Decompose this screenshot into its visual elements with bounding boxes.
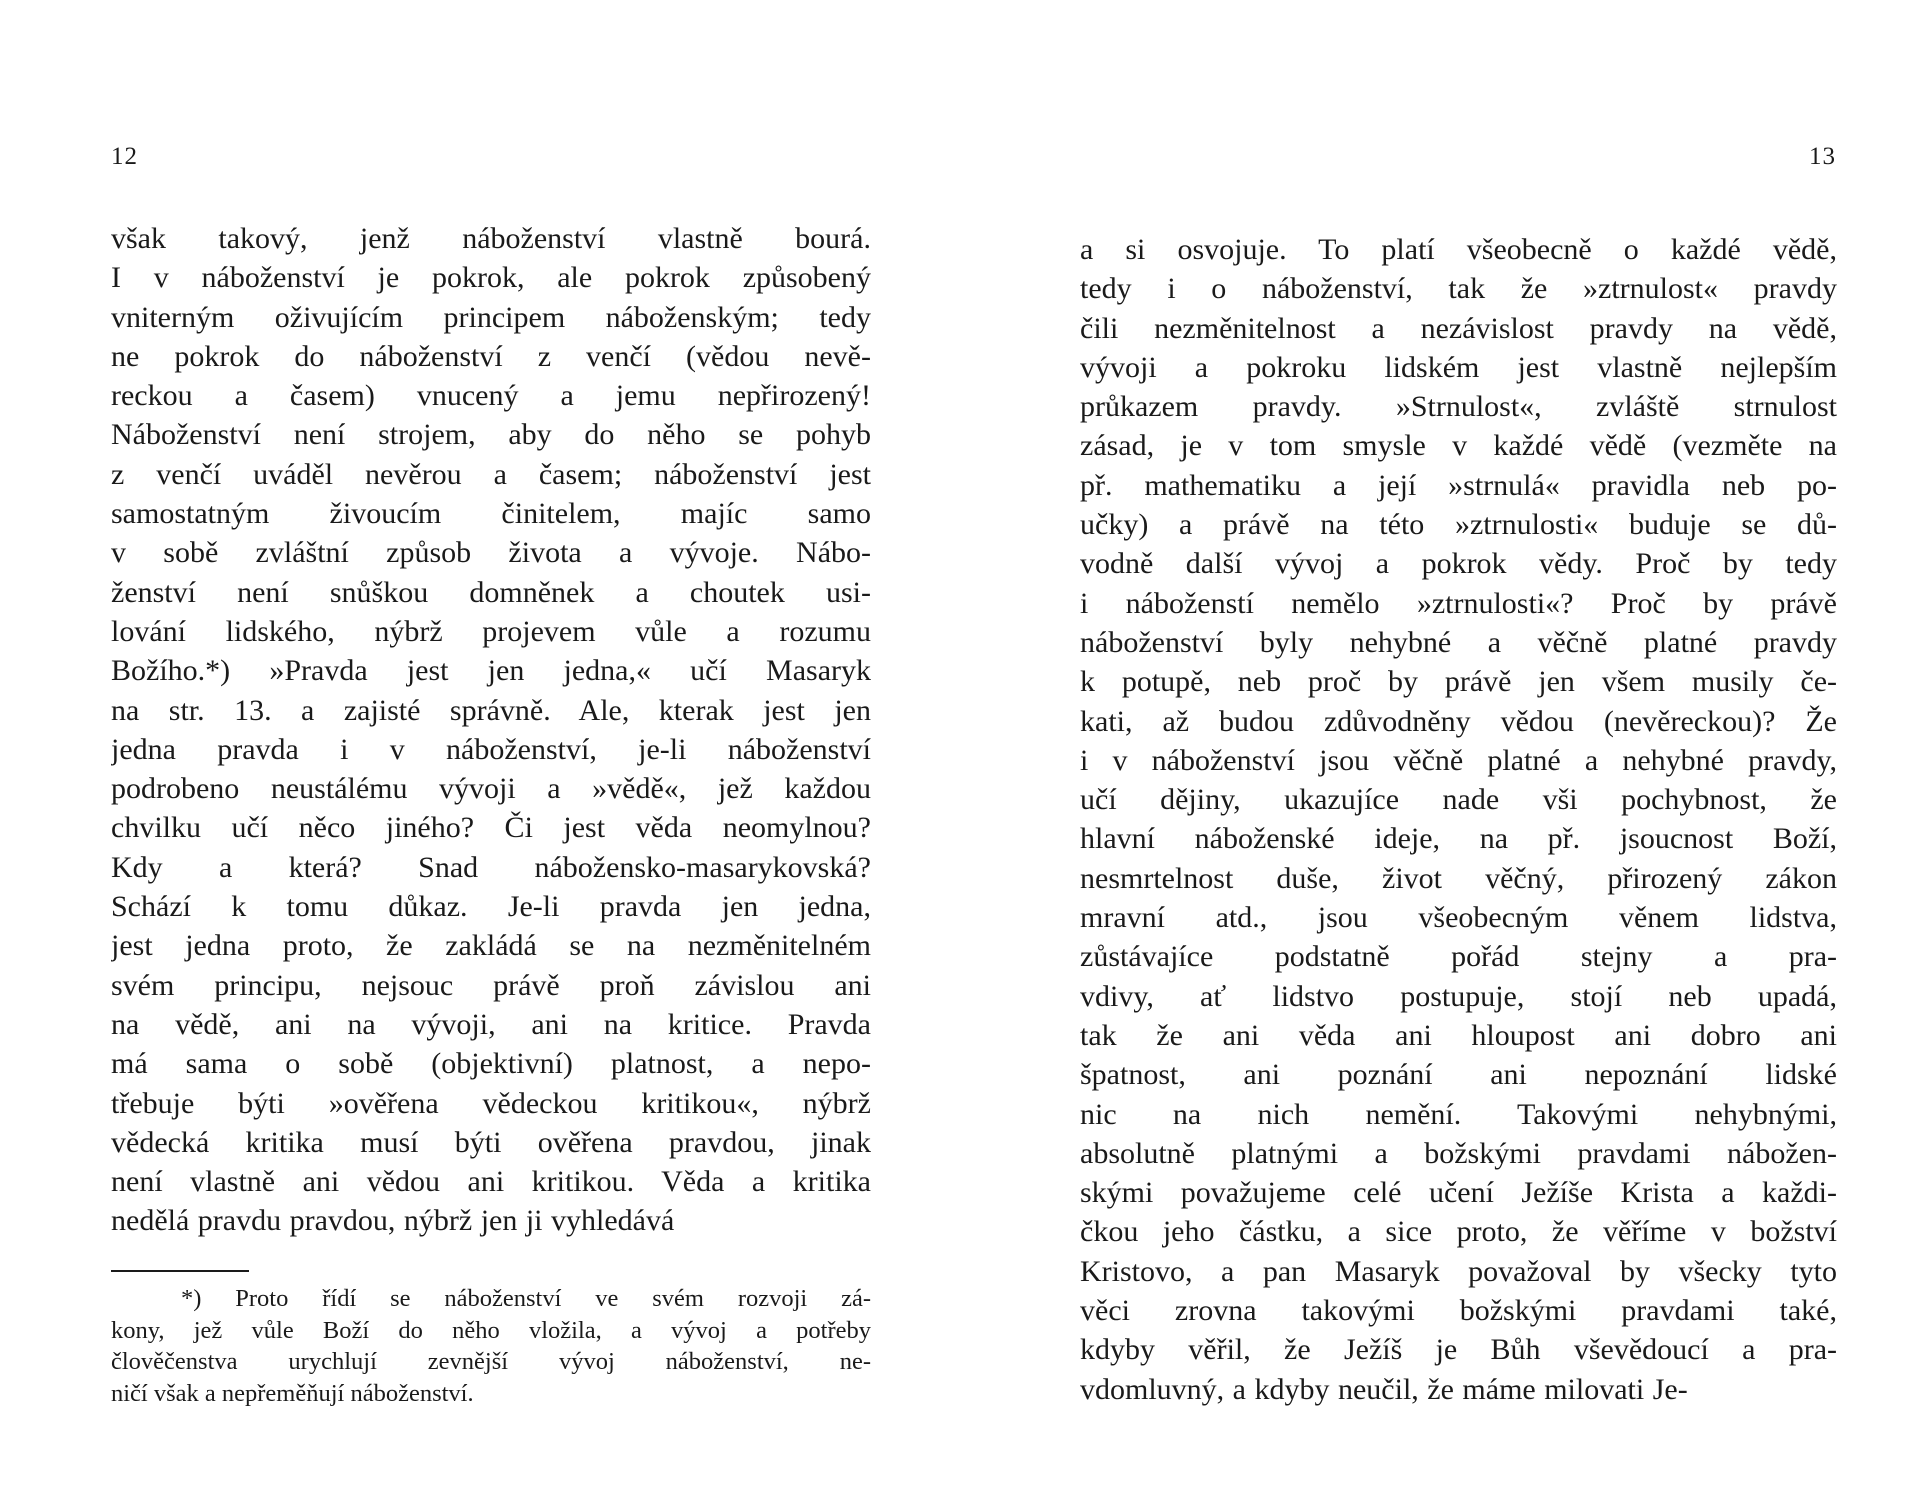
left-page-body (111, 219, 871, 1241)
text-line: absolutně platnými a božskými pravdami nábožen- (1080, 1136, 1837, 1170)
text-line: svém principu, nejsouc právě proň závislou ani (111, 968, 871, 1002)
text-line: vědecká kritika musí býti ověřena pravdou, jinak (111, 1125, 871, 1159)
text-line: čkou jeho částku, a sice proto, že věříme v božství (1080, 1215, 1837, 1249)
text-line: jest jedna proto, že zakládá se na nezměnitelném (111, 929, 871, 963)
text-line: člověčenstva urychlují zevnější vývoj náboženství, ne- (111, 1348, 871, 1375)
text-line: učí dějiny, ukazujíce nade vši pochybnost, že (1080, 783, 1837, 817)
text-line: chvilku učí něco jiného? Či jest věda neomylnou? (111, 811, 871, 845)
text-line: zásad, je v tom smysle v každé vědě (vezměte na (1080, 429, 1837, 463)
text-line: vývoji a pokroku lidském jest vlastně nejlepším (1080, 350, 1837, 384)
text-line: čili nezměnitelnost a nezávislost pravdy na vědě, (1080, 311, 1837, 345)
text-line: nesmrtelnost duše, život věčný, přirozený zákon (1080, 861, 1837, 895)
text-line: tedy i o náboženství, tak že »ztrnulost« pravdy (1080, 272, 1837, 306)
text-line: však takový, jenž náboženství vlastně bourá. (111, 222, 871, 255)
text-line: není vlastně ani vědou ani kritikou. Věda a kritika (111, 1165, 871, 1199)
footnote (111, 1283, 871, 1409)
text-line: samostatným živoucím činitelem, majíc samo (111, 497, 871, 531)
text-line: kati, až budou zdůvodněny vědou (nevěreckou)? Že (1080, 704, 1837, 738)
text-line: na vědě, ani na vývoji, ani na kritice. Pravda (111, 1007, 871, 1041)
text-line: i náboženstí nemělo »ztrnulosti«? Proč by právě (1080, 586, 1837, 620)
text-line: má sama o sobě (objektivní) platnost, a nepo- (111, 1047, 871, 1081)
text-line: Božího.*) »Pravda jest jen jedna,« učí Masaryk (111, 654, 871, 688)
text-line: k potupě, neb proč by právě jen všem musily če- (1080, 665, 1837, 699)
text-line: náboženství byly nehybné a věčně platné pravdy (1080, 625, 1837, 659)
text-line: vniterným oživujícím principem náboženským; tedy (111, 300, 871, 334)
text-line: ničí však a nepřeměňují náboženství. (111, 1379, 474, 1407)
text-line: ne pokrok do náboženství z venčí (vědou nevě- (111, 339, 871, 373)
page-number-left: 12 (111, 143, 138, 170)
text-line: průkazem pravdy. »Strnulost«, zvláště strnulost (1080, 390, 1837, 424)
text-line: *) Proto řídí se náboženství ve svém rozvoji zá- (181, 1285, 871, 1312)
text-line: Kristovo, a pan Masaryk považoval by všecky tyto (1080, 1254, 1837, 1288)
text-line: podrobeno neustálému vývoji a »vědě«, jež každou (111, 772, 871, 806)
right-page (965, 0, 1930, 1500)
text-line: kdyby věřil, že Ježíš je Bůh vševědoucí a pra- (1080, 1333, 1837, 1367)
text-line: Schází k tomu důkaz. Je-li pravda jen jedna, (111, 890, 871, 924)
text-line: reckou a časem) vnucený a jemu nepřirozený! (111, 379, 871, 413)
text-line: třebuje býti »ověřena vědeckou kritikou«, nýbrž (111, 1086, 871, 1120)
text-line: mravní atd., jsou všeobecným věnem lidstva, (1080, 901, 1837, 935)
text-line: na str. 13. a zajisté správně. Ale, kterak jest jen (111, 693, 871, 727)
text-line: tak že ani věda ani hloupost ani dobro ani (1080, 1018, 1837, 1052)
text-line: nic na nich nemění. Takovými nehybnými, (1080, 1097, 1837, 1131)
text-line: z venčí uváděl nevěrou a časem; náboženství jest (111, 457, 871, 491)
text-line: lování lidského, nýbrž projevem vůle a rozumu (111, 614, 871, 648)
footnote-divider (111, 1270, 249, 1272)
text-line: kony, jež vůle Boží do něho vložila, a vývoj a potřeby (111, 1316, 871, 1344)
text-line: věci zrovna takovými božskými pravdami také, (1080, 1294, 1837, 1328)
text-line: vodně další vývoj a pokrok vědy. Proč by tedy (1080, 547, 1837, 581)
text-line: hlavní náboženské ideje, na př. jsoucnost Boží, (1080, 822, 1837, 856)
text-line: nedělá pravdu pravdou, nýbrž jen ji vyhledává (111, 1204, 675, 1238)
text-line: vdivy, ať lidstvo postupuje, stojí neb upadá, (1080, 979, 1837, 1013)
text-line: a si osvojuje. To platí všeobecně o každé vědě, (1080, 233, 1837, 266)
page-number-right: 13 (1809, 143, 1836, 170)
text-line: ženství není snůškou domněnek a choutek usi- (111, 575, 871, 609)
text-line: vdomluvný, a kdyby neučil, že máme milovati Je- (1080, 1372, 1688, 1406)
text-line: Náboženství není strojem, aby do něho se pohyb (111, 418, 871, 452)
text-line: Kdy a která? Snad nábožensko-masarykovská? (111, 850, 871, 884)
text-line: jedna pravda i v náboženství, je-li náboženství (111, 732, 871, 766)
text-line: i v náboženství jsou věčně platné a nehybné pravdy, (1080, 743, 1837, 777)
text-line: špatnost, ani poznání ani nepoznání lidské (1080, 1058, 1837, 1092)
text-line: I v náboženství je pokrok, ale pokrok způsobený (111, 261, 871, 295)
text-line: učky) a právě na této »ztrnulosti« buduje se dů- (1080, 508, 1837, 542)
text-line: př. mathematiku a její »strnulá« pravidla neb po- (1080, 468, 1837, 502)
text-line: skými považujeme celé učení Ježíše Krista a každi- (1080, 1176, 1837, 1210)
text-line: zůstávajíce podstatně pořád stejny a pra- (1080, 940, 1837, 974)
text-line: v sobě zvláštní způsob života a vývoje. Nábo- (111, 536, 871, 570)
right-page-body (1080, 230, 1837, 1409)
